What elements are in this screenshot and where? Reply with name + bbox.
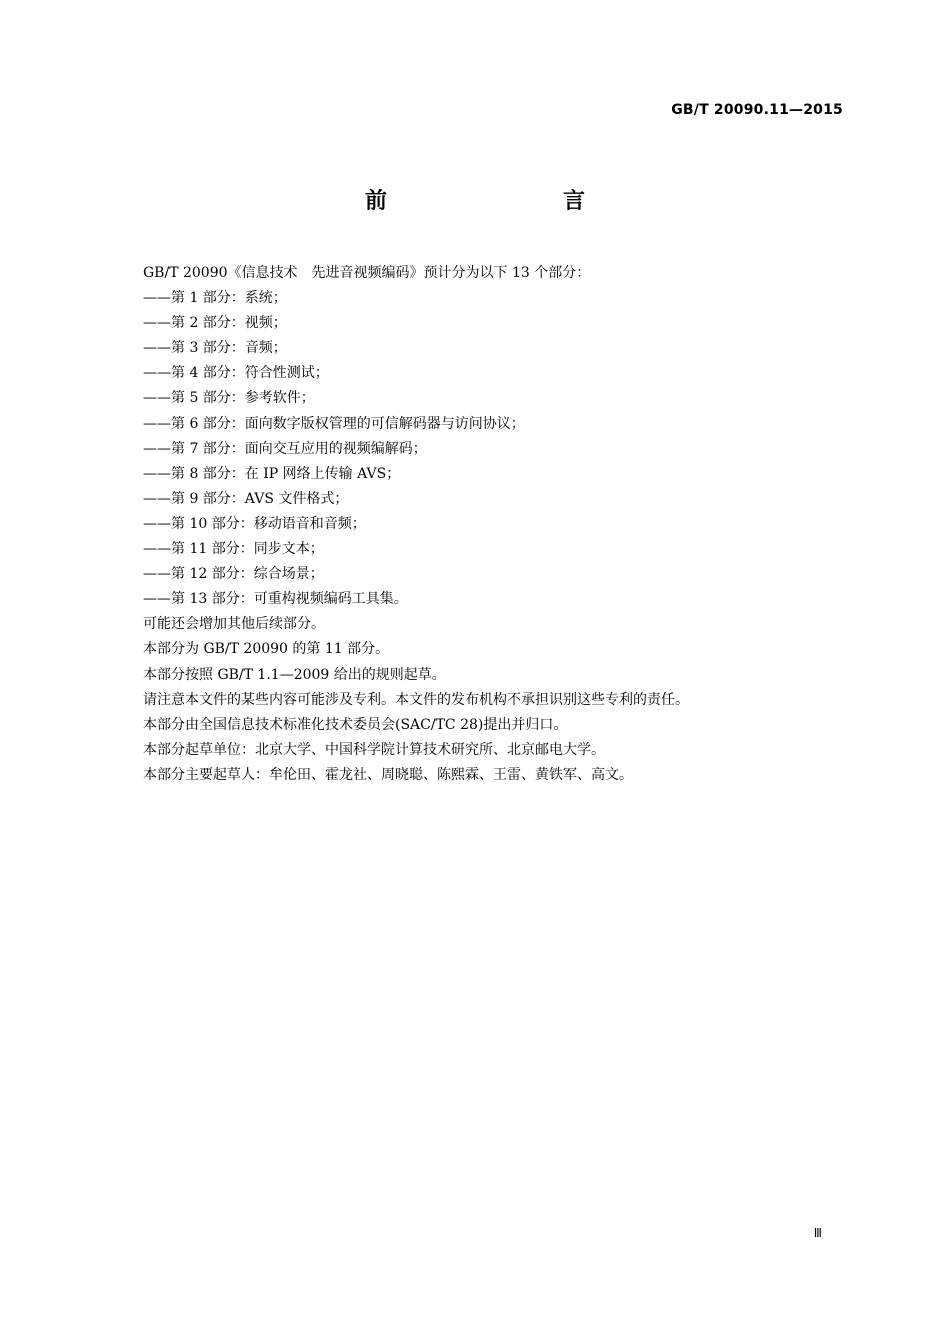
drafters-paragraph: 本部分主要起草人：牟伦田、霍龙社、周晓聪、陈熙霖、王雷、黄铁军、高文。 <box>143 766 633 783</box>
part-list-item: ——第 5 部分：参考软件； <box>143 390 315 407</box>
paragraph: 本部分按照 GB/T 1.1—2009 给出的规则起草。 <box>143 666 446 683</box>
part-list-item: ——第 4 部分：符合性测试； <box>143 365 329 382</box>
patent-notice-paragraph: 请注意本文件的某些内容可能涉及专利。本文件的发布机构不承担识别这些专利的责任。 <box>143 691 689 708</box>
standard-number: GB/T 20090.11—2015 <box>671 102 843 118</box>
part-list-item: ——第 13 部分：可重构视频编码工具集。 <box>143 591 408 608</box>
drafting-organizations-paragraph: 本部分起草单位：北京大学、中国科学院计算技术研究所、北京邮电大学。 <box>143 741 605 758</box>
part-list-item: ——第 2 部分：视频； <box>143 315 287 332</box>
part-list-item: ——第 3 部分：音频； <box>143 340 287 357</box>
part-list-item: ——第 1 部分：系统； <box>143 290 287 307</box>
paragraph: 可能还会增加其他后续部分。 <box>143 616 325 633</box>
paragraph: 本部分为 GB/T 20090 的第 11 部分。 <box>143 641 390 658</box>
part-list-item: ——第 10 部分：移动语音和音频； <box>143 515 366 532</box>
part-list-item: ——第 6 部分：面向数字版权管理的可信解码器与访问协议； <box>143 415 525 432</box>
page-title: 前 言 <box>364 189 629 214</box>
paragraph: 本部分由全国信息技术标准化技术委员会(SAC/TC 28)提出并归口。 <box>143 716 568 733</box>
foreword-body <box>143 261 843 788</box>
part-list-item: ——第 11 部分：同步文本； <box>143 541 324 558</box>
page-number: Ⅲ <box>813 1226 822 1240</box>
part-list-item: ——第 7 部分：面向交互应用的视频编解码； <box>143 440 427 457</box>
part-list-item: ——第 9 部分：AVS 文件格式； <box>143 490 349 507</box>
part-list-item: ——第 8 部分：在 IP 网络上传输 AVS； <box>143 465 401 482</box>
intro-paragraph: GB/T 20090《信息技术 先进音视频编码》预计分为以下 13 个部分： <box>143 265 591 281</box>
part-list-item: ——第 12 部分：综合场景； <box>143 566 324 583</box>
